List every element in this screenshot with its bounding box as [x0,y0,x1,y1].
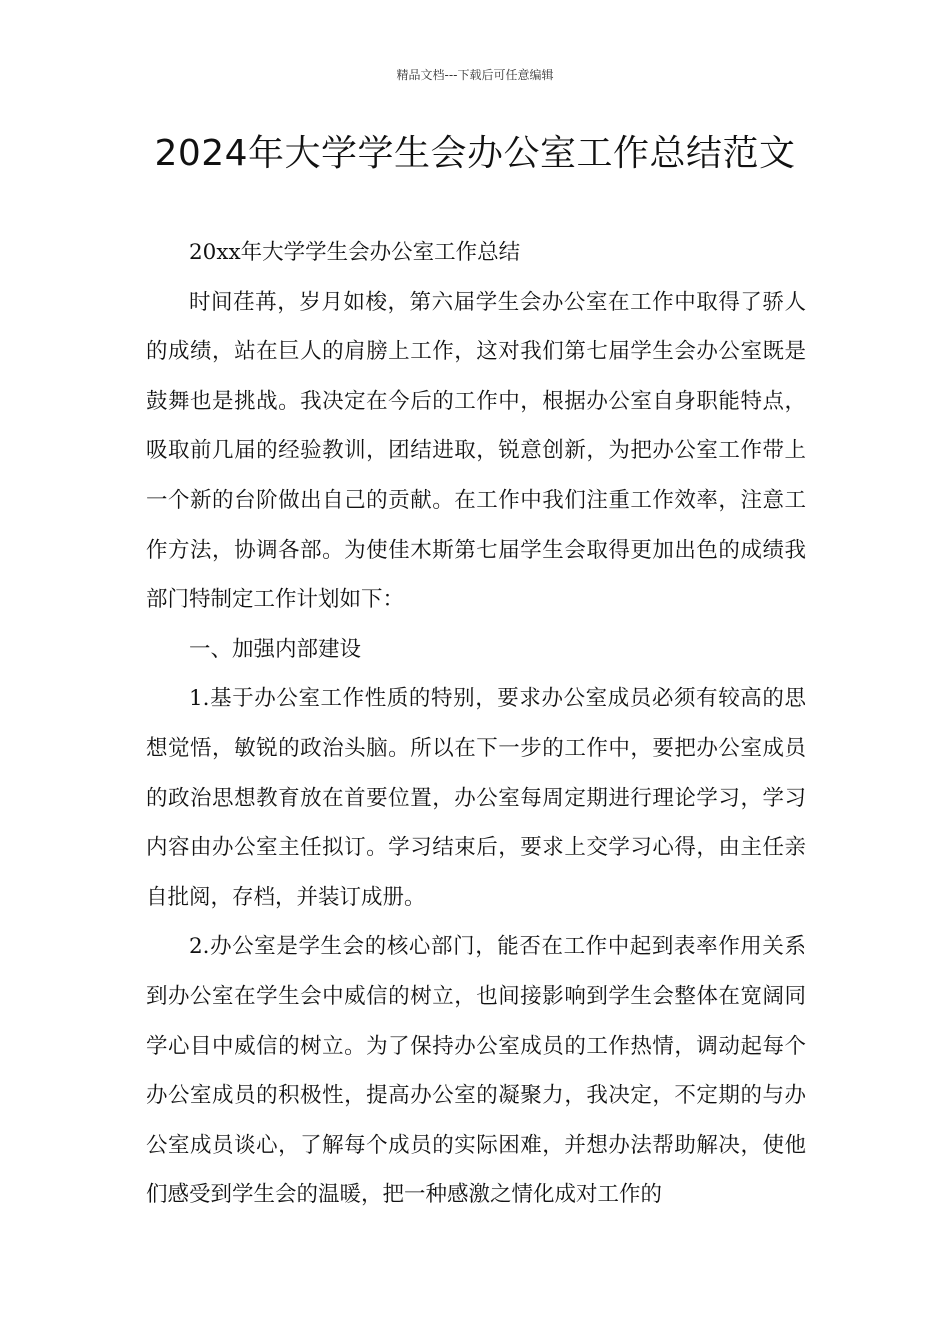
subtitle-paragraph: 20xx年大学学生会办公室工作总结 [189,240,521,265]
page-header: 精品文档---下载后可任意编辑 [396,68,554,82]
body-paragraph: 2.办公室是学生会的核心部门，能否在工作中起到表率作用关系到办公室在学生会中威信的树立，也间接影响到学生会整体在宽阔同学心目中威信的树立。为了保持办公室成员的工作热情，调动起每个办公室成员的积极性，提高办公室的凝聚力，我决定，不定期的与办公室成员谈心，了解每个成员的实际困难，并想办法帮助解决，使他们感受到学生会的温暖，把一种感激之情化成对工作的 [146,934,806,1208]
section-heading: 一、加强内部建设 [189,636,362,662]
body-paragraph: 1.基于办公室工作性质的特别，要求办公室成员必须有较高的思想觉悟，敏锐的政治头脑。所以在下一步的工作中，要把办公室成员的政治思想教育放在首要位置，办公室每周定期进行理论学习，学习内容由办公室主任拟订。学习结束后，要求上交学习心得，由主任亲自批阅，存档，并装订成册。 [146,686,806,910]
document-body [146,228,806,1220]
intro-paragraph: 时间荏苒，岁月如梭，第六届学生会办公室在工作中取得了骄人的成绩，站在巨人的肩膀上工作，这对我们第七届学生会办公室既是鼓舞也是挑战。我决定在今后的工作中，根据办公室自身职能特点，吸取前几届的经验教训，团结进取，锐意创新，为把办公室工作带上一个新的台阶做出自己的贡献。在工作中我们注重工作效率，注意工作方法，协调各部。为使佳木斯第七届学生会取得更加出色的成绩我部门特制定工作计划如下： [146,289,806,613]
document-title: 2024年大学学生会办公室工作总结范文 [154,133,796,174]
